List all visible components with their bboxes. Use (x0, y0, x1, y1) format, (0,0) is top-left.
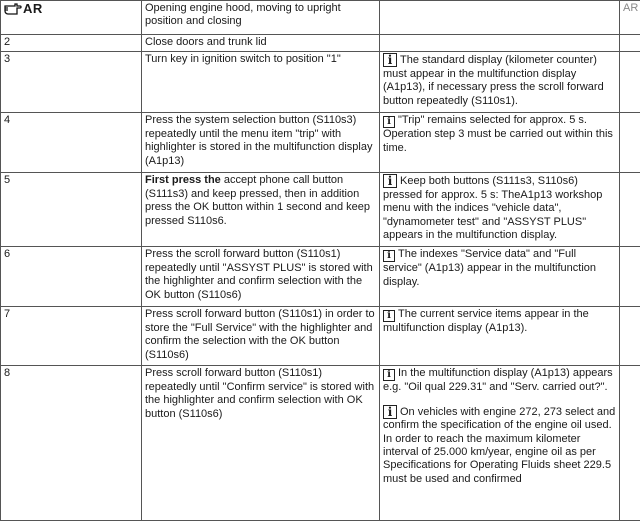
step-note (380, 35, 620, 52)
table-row (1, 173, 640, 247)
step-number: 4 (1, 113, 142, 173)
table-row (1, 35, 640, 52)
ar-right-label: AR (620, 1, 640, 35)
step-action-text: accept phone call button (S111s3) and keep pressed, then in addition press the OK button within 1 second and keep pressed S110s6. (145, 174, 370, 226)
step-note-text: In the multifunction display (A1p13) appears e.g. "Oil qual 229.31" and "Serv. carried out?". (383, 367, 613, 393)
header-note-cell (380, 1, 620, 35)
step-note-text: "Trip" remains selected for approx. 5 s. Operation step 3 must be carried out within this time. (383, 114, 613, 153)
step-number: 5 (1, 173, 142, 247)
table-row (1, 113, 640, 173)
pointing-hand-icon (4, 3, 22, 19)
table-row (1, 247, 640, 307)
header-description: Opening engine hood, moving to upright position and closing (142, 1, 380, 35)
step-number: 6 (1, 247, 142, 307)
step-note (380, 247, 620, 307)
step-note-secondary (383, 405, 616, 486)
info-icon: i (383, 53, 397, 67)
ar-cell (1, 1, 142, 35)
table-row (1, 307, 640, 366)
step-note-text: Keep both buttons (S111s3, S110s6) pressed for approx. 5 s: TheA1p13 workshop menu with the indices "vehicle data", "dynamometer test" and "ASSYST PLUS" appears in the multifunction display. (383, 175, 602, 241)
step-action-bold: First press the (145, 174, 221, 186)
table-row (1, 52, 640, 113)
step-action: Press scroll forward button (S110s1) repeatedly until "Confirm service" is stored with the highlighter and confirm selection with OK button (S110s6) (142, 366, 380, 521)
side-cell (620, 35, 640, 52)
step-number: 2 (1, 35, 142, 52)
step-action (142, 173, 380, 247)
table-row-header (1, 1, 640, 35)
side-cell (620, 366, 640, 521)
step-number: 7 (1, 307, 142, 366)
step-note-text: The indexes "Service data" and "Full service" (A1p13) appear in the multifunction display. (383, 248, 596, 287)
step-note-text: On vehicles with engine 272, 273 select and confirm the specification of the engine oil used. In order to reach the maximum kilometer interval of 25.000 km/year, engine oil as per Specifications for Operating Fluids sheet 229.5 must be used and confirmed (383, 406, 615, 485)
side-cell (620, 307, 640, 366)
info-icon: i (383, 174, 397, 188)
step-action: Turn key in ignition switch to position "1" (142, 52, 380, 113)
side-cell (620, 113, 640, 173)
step-action: Press the scroll forward button (S110s1) repeatedly until "ASSYST PLUS" is stored with the highlighter and confirm selection with the OK button (S110s6) (142, 247, 380, 307)
step-note-text: The standard display (kilometer counter) must appear in the multifunction display (A1p13), if necessary press the scroll forward button repeatedly (S110s1). (383, 54, 604, 106)
table-row (1, 366, 640, 521)
side-cell (620, 247, 640, 307)
info-icon: i (383, 250, 395, 262)
step-action: Press the system selection button (S110s3) repeatedly until the menu item "trip" with highlighter is stored in the multifunction display (A1p13) (142, 113, 380, 173)
side-cell (620, 173, 640, 247)
step-note-text: The current service items appear in the multifunction display (A1p13). (383, 308, 589, 334)
info-icon: i (383, 369, 395, 381)
info-icon: i (383, 405, 397, 419)
step-note (380, 173, 620, 247)
info-icon: i (383, 116, 395, 128)
side-cell (620, 52, 640, 113)
step-note (380, 52, 620, 113)
info-icon: i (383, 310, 395, 322)
step-note (380, 366, 620, 521)
step-note (380, 307, 620, 366)
step-action: Close doors and trunk lid (142, 35, 380, 52)
step-note (380, 113, 620, 173)
step-action: Press scroll forward button (S110s1) in order to store the "Full Service" with the highlighter and confirm the selection with the OK button (S110s6) (142, 307, 380, 366)
step-number: 8 (1, 366, 142, 521)
ar-label: AR (23, 1, 43, 16)
step-number: 3 (1, 52, 142, 113)
